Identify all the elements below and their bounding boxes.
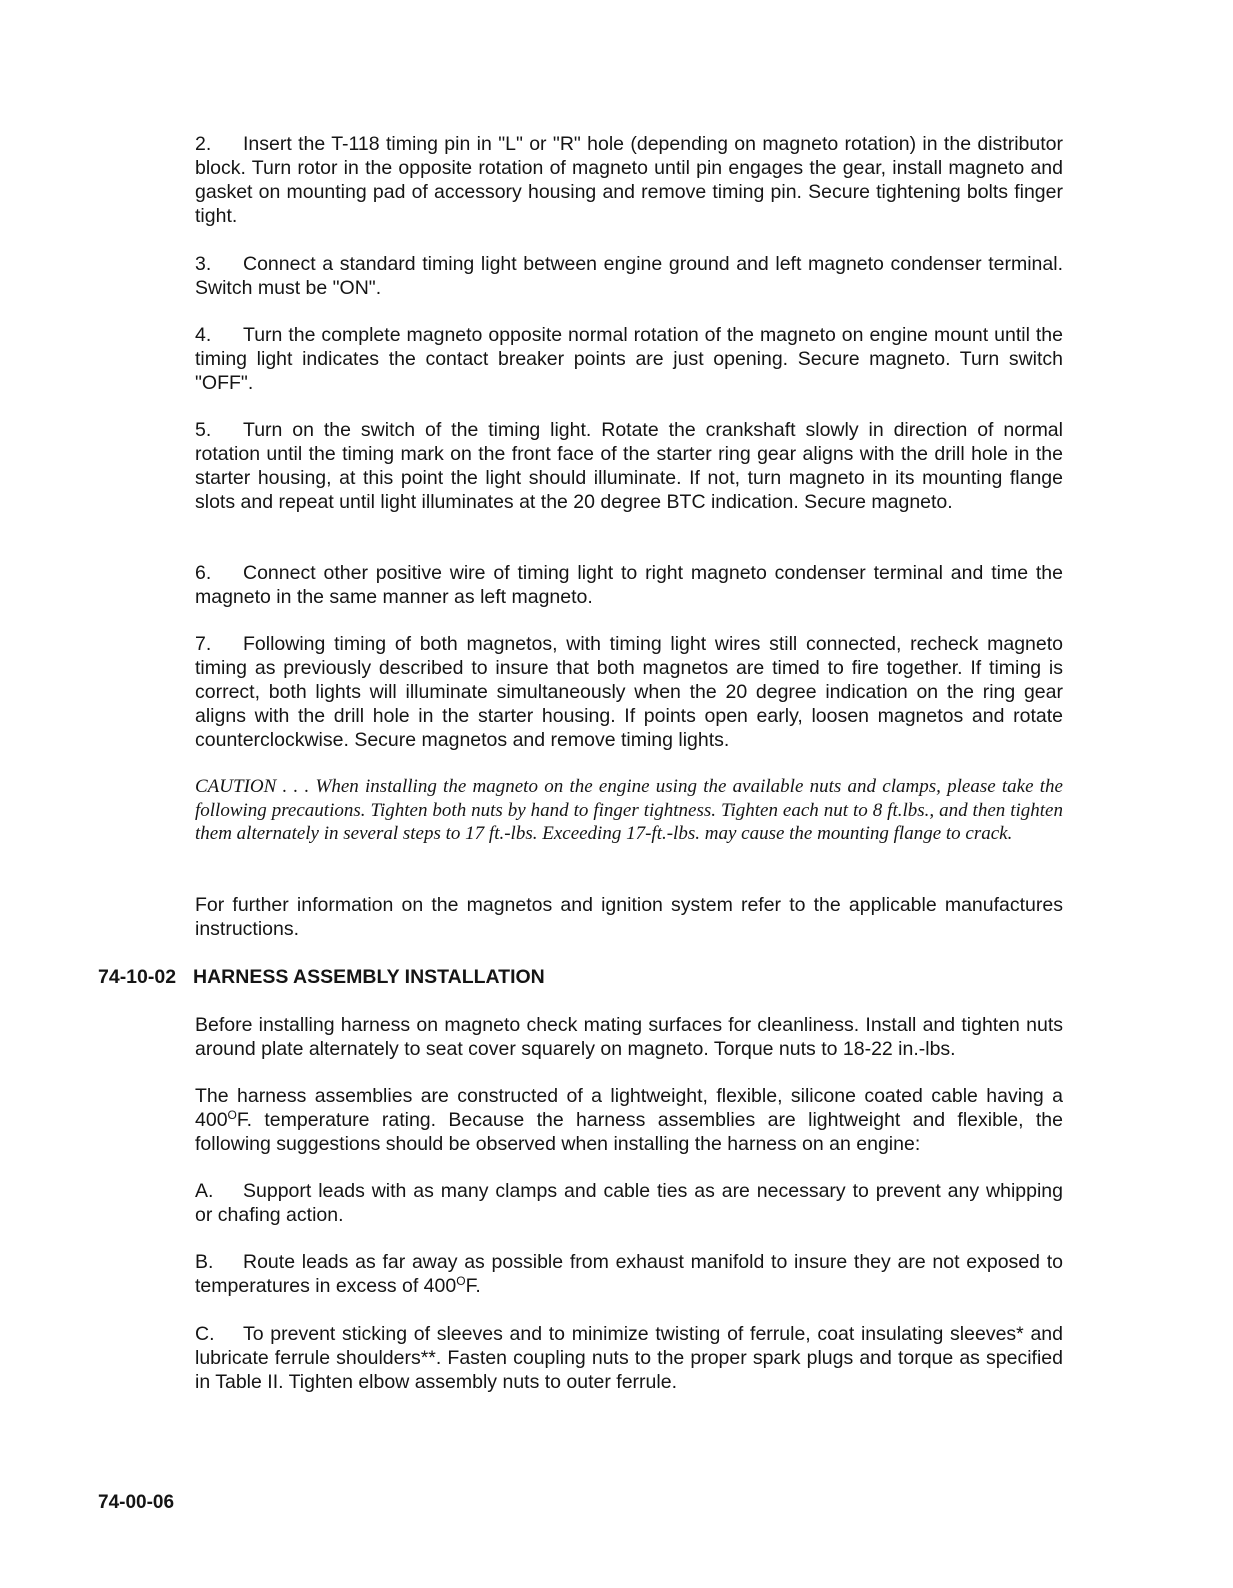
harness-item-a [195,1179,1063,1227]
section-code: 74-10-02 [98,966,177,988]
step-text: Turn the complete magneto opposite normal rotation of the magneto on engine mount until the timing light indicates the contact breaker points are just opening. Secure magneto. Turn switch "OFF". [195,324,1063,394]
item-label: B. [195,1251,214,1273]
step-text: Insert the T-118 timing pin in "L" or "R" hole (depending on magneto rotation) in the distributor block. Turn rotor in the opposite rotation of magneto until pin engages the gear, install magneto and gasket on mounting pad of accessory housing and remove timing pin. Secure tightening bolts finger tight. [195,133,1063,227]
step-text: Turn on the switch of the timing light. Rotate the crankshaft slowly in direction of normal rotation until the timing mark on the front face of the starter ring gear aligns with the drill hole in the starter housing, at this point the light should illuminate. If not, turn magneto in its mounting flange slots and repeat until light illuminates at the 20 degree BTC indication. Secure magneto. [195,419,1063,513]
step-text: Connect a standard timing light between engine ground and left magneto condenser terminal. Switch must be "ON". [195,253,1063,299]
step-2 [195,132,1063,228]
step-text: Connect other positive wire of timing light to right magneto condenser terminal and time the magneto in the same manner as left magneto. [195,562,1063,608]
harness-description [195,1084,1063,1156]
item-label: A. [195,1180,214,1202]
harness-intro [195,1013,1063,1061]
section-title: HARNESS ASSEMBLY INSTALLATION [193,966,545,988]
degree-mark: O [227,1108,237,1122]
step-number: 5. [195,419,212,441]
harness-item-b [195,1250,1063,1298]
degree-mark: O [456,1274,466,1288]
further-info-text: For further information on the magnetos and ignition system refer to the applicable manufactures instructions. [195,894,1063,940]
harness-intro-text: Before installing harness on magneto check mating surfaces for cleanliness. Install and tighten nuts around plate alternately to seat cover squarely on magneto. Torque nuts to 18-22 in.-lbs. [195,1014,1063,1060]
step-number: 4. [195,324,212,346]
step-7 [195,632,1063,752]
harness-desc-part1: The harness assemblies are constructed of a lightweight, flexible, silicone coated cable having a 400 [195,1085,1063,1131]
step-4 [195,323,1063,395]
step-number: 7. [195,633,212,655]
step-6 [195,561,1063,609]
step-number: 2. [195,133,212,155]
harness-item-c [195,1322,1063,1394]
item-text-part1: Route leads as far away as possible from exhaust manifold to insure they are not exposed to temperatures in excess of 400 [195,1251,1063,1297]
page-footer-code: 74-00-06 [98,1492,175,1513]
further-info [195,893,1063,941]
step-3 [195,252,1063,300]
step-text: Following timing of both magnetos, with timing light wires still connected, recheck magneto timing as previously described to insure that both magnetos are timed to fire together. If timing is correct, both lights will illuminate simultaneously when the 20 degree indication on the ring gear aligns with the drill hole in the starter housing. If points open early, loosen magnetos and rotate counterclockwise. Secure magnetos and remove timing lights. [195,633,1063,751]
step-5 [195,418,1063,514]
section-heading [98,965,545,989]
item-text: Support leads with as many clamps and cable ties as are necessary to prevent any whipping or chafing action. [195,1180,1063,1226]
step-number: 3. [195,253,212,275]
item-text-part2: F. [465,1275,481,1297]
harness-desc-part2: F. temperature rating. Because the harness assemblies are lightweight and flexible, the following suggestions should be observed when installing the harness on an engine: [195,1109,1063,1155]
step-number: 6. [195,562,212,584]
caution-text: CAUTION . . . When installing the magneto on the engine using the available nuts and clamps, please take the following precautions. Tighten both nuts by hand to finger tightness. Tighten each nut to 8 ft.lbs., and then tighten them alternately in several steps to 17 ft.-lbs. Exceeding 17-ft.-lbs. may cause the mounting flange to crack. [195,776,1063,844]
caution-note [195,775,1063,846]
item-text: To prevent sticking of sleeves and to minimize twisting of ferrule, coat insulating sleeves* and lubricate ferrule shoulders**. Fasten coupling nuts to the proper spark plugs and torque as specified in Table II. Tighten elbow assembly nuts to outer ferrule. [195,1323,1063,1393]
item-label: C. [195,1323,215,1345]
